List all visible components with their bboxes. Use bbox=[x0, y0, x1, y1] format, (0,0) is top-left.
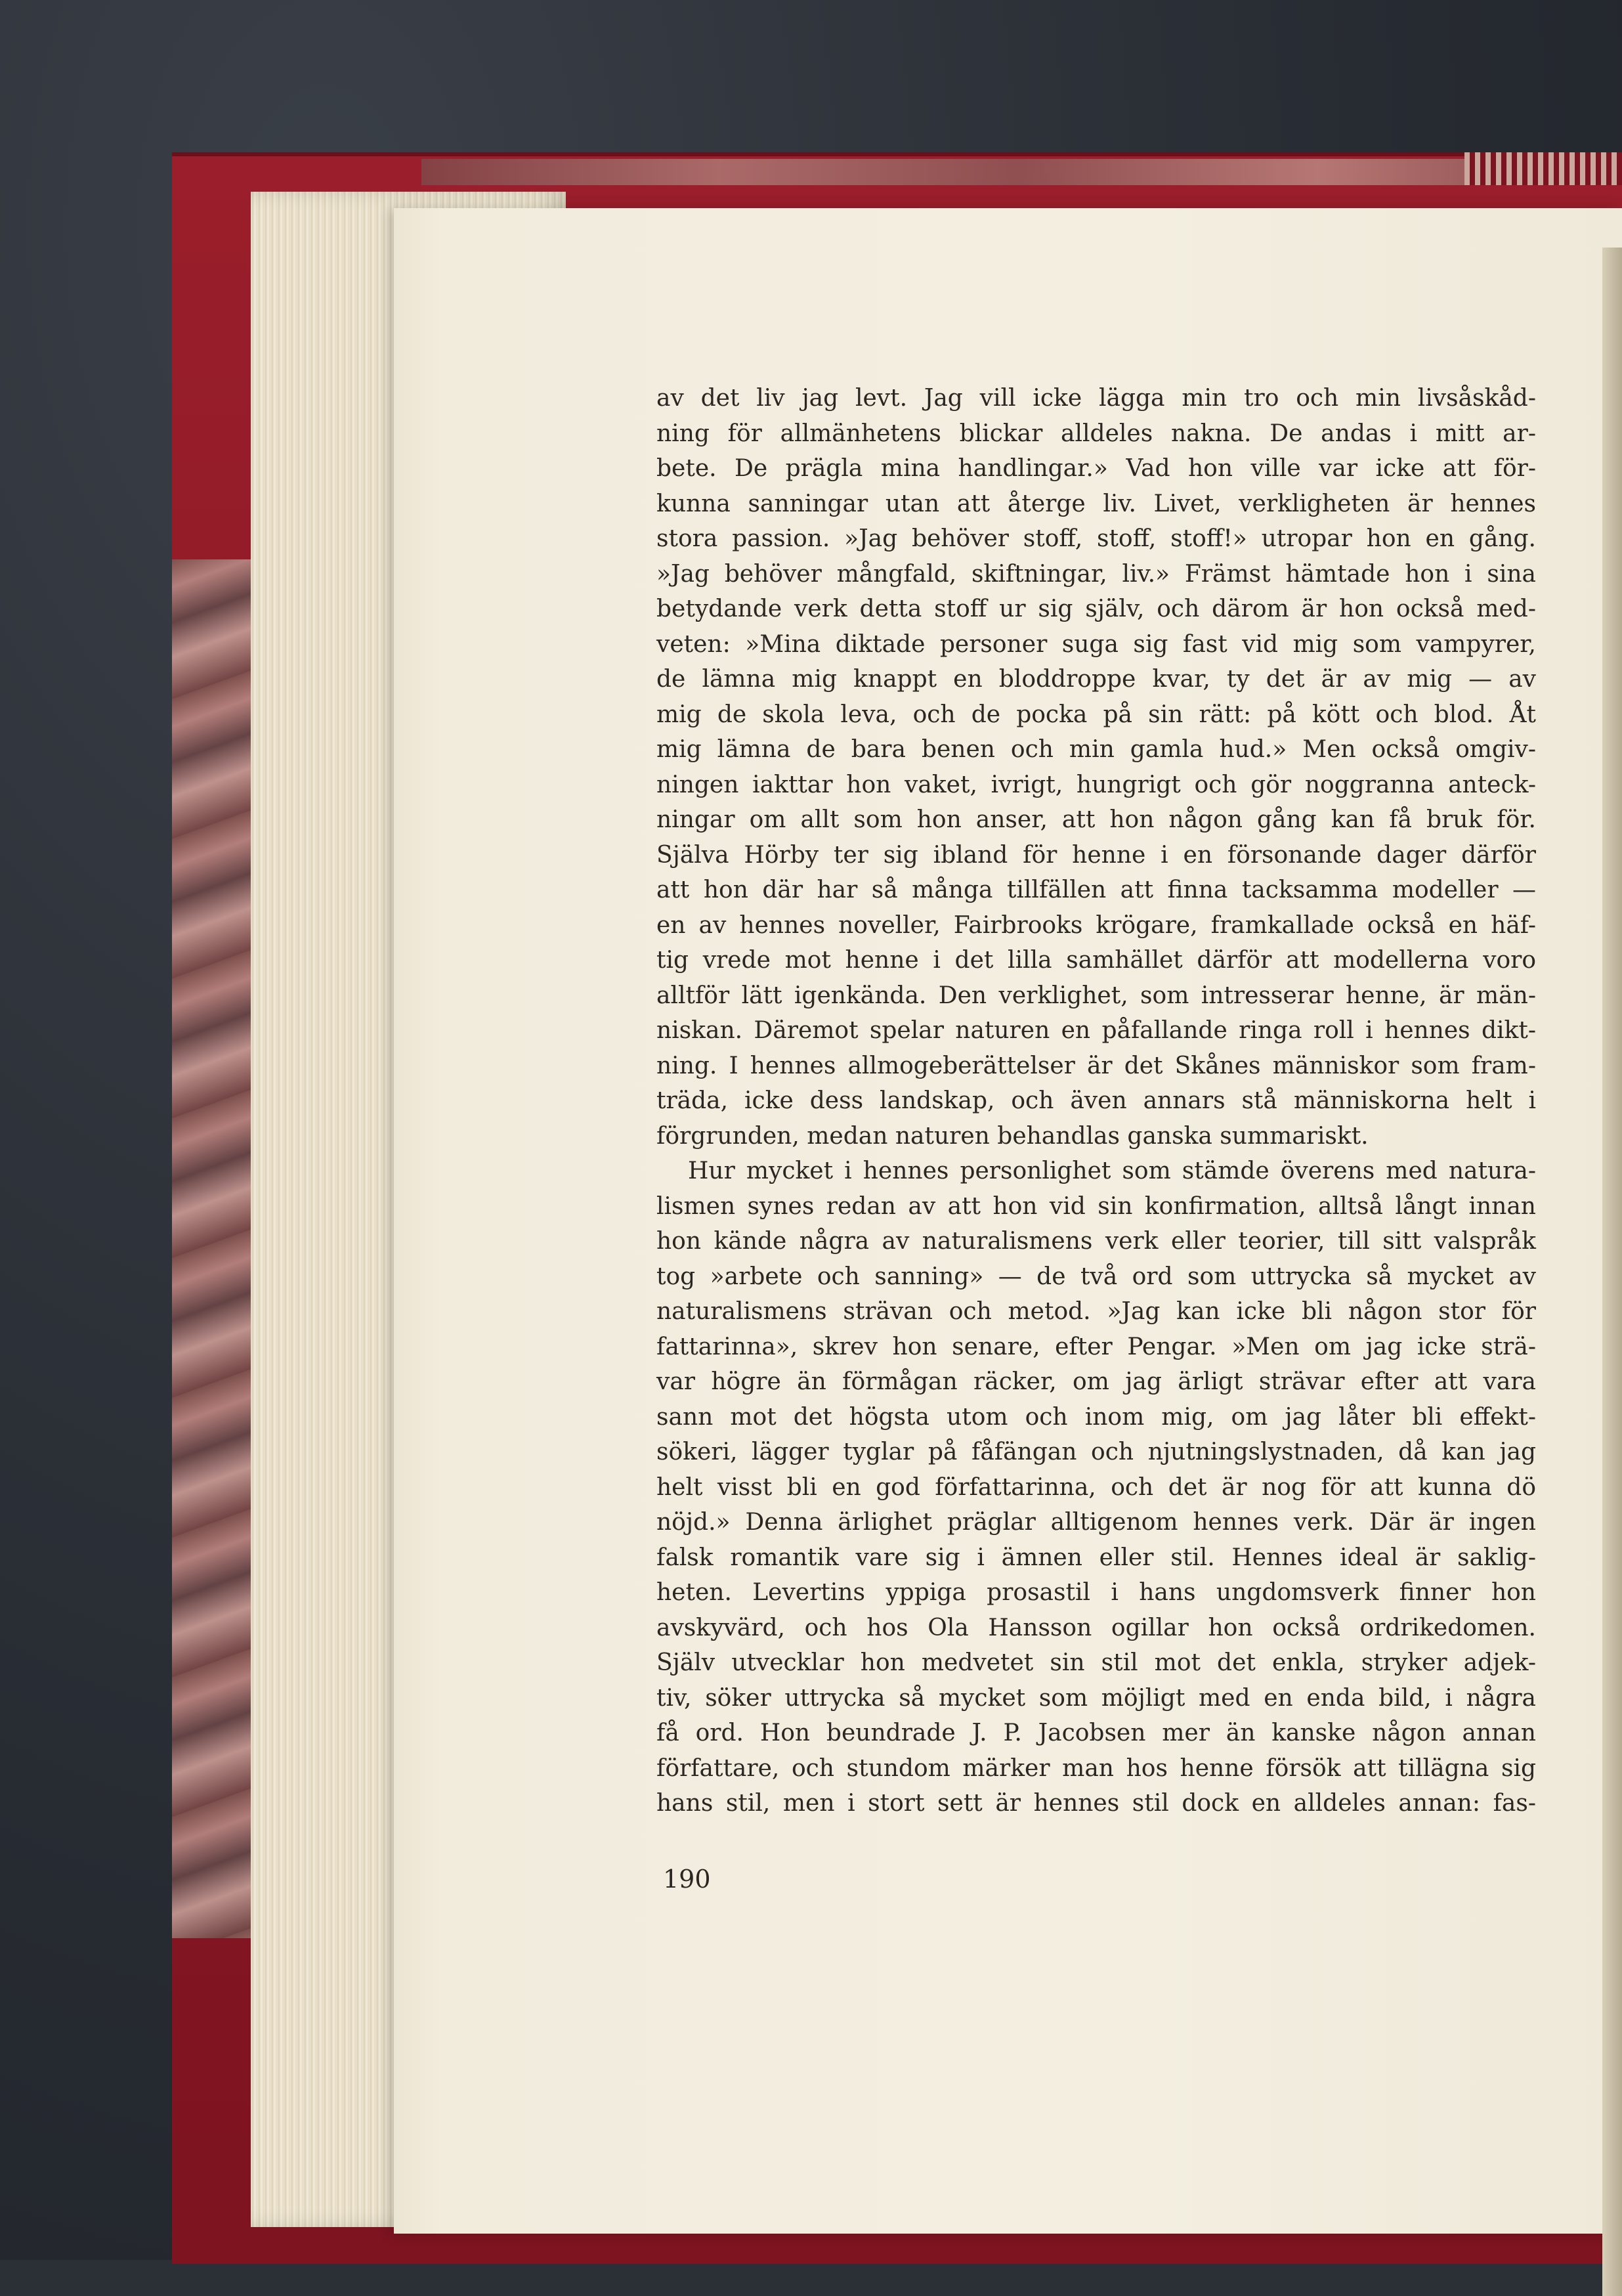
text-line: förgrunden, medan naturen behandlas ganska summariskt. bbox=[656, 1122, 1369, 1150]
marbled-cover-edge bbox=[172, 559, 264, 1938]
text-line: falsk romantik vare sig i ämnen eller stil. Hennes ideal är saklig- bbox=[656, 1544, 1536, 1571]
text-line: »Jag behöver mångfald, skiftningar, liv.» Främst hämtade hon i sina bbox=[656, 560, 1536, 588]
text-line: heten. Levertins yppiga prosastil i hans ungdomsverk finner hon bbox=[656, 1579, 1536, 1606]
text-line: tig vrede mot henne i det lilla samhället därför att modellerna voro bbox=[656, 947, 1536, 974]
text-line: Hur mycket i hennes personlighet som stämde överens med natura- bbox=[688, 1158, 1536, 1184]
text-line: avskyvärd, och hos Ola Hansson ogillar hon också ordrikedomen. bbox=[656, 1614, 1536, 1641]
text-line: betydande verk detta stoff ur sig själv, och därom är hon också med- bbox=[656, 596, 1536, 622]
headband bbox=[1464, 152, 1622, 185]
text-line: de lämna mig knappt en bloddroppe kvar, ty det är av mig — av bbox=[656, 666, 1536, 693]
text-line: naturalismens strävan och metod. »Jag kan icke bli någon stor för bbox=[656, 1298, 1536, 1325]
text-line: veten: »Mina diktade personer suga sig fast vid mig som vampyrer, bbox=[656, 630, 1536, 658]
text-line: att hon där har så många tillfällen att finna tacksamma modeller — bbox=[656, 877, 1536, 903]
text-line: ning. I hennes allmogeberättelser är det Skånes människor som fram- bbox=[656, 1052, 1536, 1079]
text-line: ningar om allt som hon anser, att hon någon gång kan få bruk för. bbox=[656, 806, 1536, 833]
text-line: sann mot det högsta utom och inom mig, om jag låter bli effekt- bbox=[656, 1403, 1536, 1431]
page-number: 190 bbox=[663, 1865, 711, 1894]
text-line: alltför lätt igenkända. Den verklighet, som intresserar henne, är män- bbox=[656, 982, 1536, 1009]
text-line: ningen iakttar hon vaket, ivrigt, hungrigt och gör noggranna anteck- bbox=[656, 771, 1536, 798]
marbled-top-strip bbox=[421, 159, 1616, 185]
text-line: niskan. Däremot spelar naturen en påfallande ringa roll i hennes dikt- bbox=[656, 1017, 1536, 1044]
text-line: hans stil, men i stort sett är hennes stil dock en alldeles annan: fas- bbox=[656, 1790, 1536, 1817]
text-line: mig de skola leva, och de pocka på sin rätt: på kött och blod. Åt bbox=[656, 701, 1536, 728]
text-line: lismen synes redan av att hon vid sin konfirmation, alltså långt innan bbox=[656, 1192, 1536, 1220]
text-line: träda, icke dess landskap, och även annars stå människorna helt i bbox=[656, 1087, 1536, 1114]
text-line: få ord. Hon beundrade J. P. Jacobsen mer än kanske någon annan bbox=[656, 1720, 1536, 1746]
text-line: ning för allmänhetens blickar alldeles nakna. De andas i mitt ar- bbox=[656, 420, 1536, 447]
text-line: Själva Hörby ter sig ibland för henne i en försonande dager därför bbox=[656, 841, 1536, 869]
text-line: mig lämna de bara benen och min gamla hud.» Men också omgiv- bbox=[656, 736, 1536, 763]
text-line: tog »arbete och sanning» — de två ord som uttrycka så mycket av bbox=[656, 1263, 1536, 1290]
text-line: tiv, söker uttrycka så mycket som möjligt med en enda bild, i några bbox=[656, 1684, 1536, 1712]
text-line: helt visst bli en god författarinna, och det är nog för att kunna dö bbox=[656, 1473, 1536, 1501]
text-line: författare, och stundom märker man hos henne försök att tillägna sig bbox=[656, 1754, 1536, 1782]
text-line: en av hennes noveller, Fairbrooks krögare, framkallade också en häf- bbox=[656, 911, 1536, 939]
page-gutter bbox=[1602, 248, 1622, 2296]
text-line: av det liv jag levt. Jag vill icke lägga min tro och min livsåskåd- bbox=[656, 385, 1536, 412]
text-line: var högre än förmågan räcker, om jag ärligt strävar efter att vara bbox=[656, 1368, 1536, 1395]
text-line: kunna sanningar utan att återge liv. Livet, verkligheten är hennes bbox=[656, 490, 1536, 517]
text-line: Själv utvecklar hon medvetet sin stil mot det enkla, stryker adjek- bbox=[656, 1649, 1536, 1676]
page-text bbox=[656, 381, 1536, 1821]
text-line: fattarinna», skrev hon senare, efter Pengar. »Men om jag icke strä- bbox=[656, 1333, 1536, 1360]
text-line: hon kände några av naturalismens verk eller teorier, till sitt valspråk bbox=[656, 1228, 1536, 1255]
text-line: sökeri, lägger tyglar på fåfängan och njutningslystnaden, då kan jag bbox=[656, 1439, 1536, 1465]
text-line: bete. De prägla mina handlingar.» Vad hon ville var icke att för- bbox=[656, 455, 1536, 482]
text-line: nöjd.» Denna ärlighet präglar alltigenom hennes verk. Där är ingen bbox=[656, 1509, 1536, 1536]
text-line: stora passion. »Jag behöver stoff, stoff, stoff!» utropar hon en gång. bbox=[656, 525, 1536, 552]
